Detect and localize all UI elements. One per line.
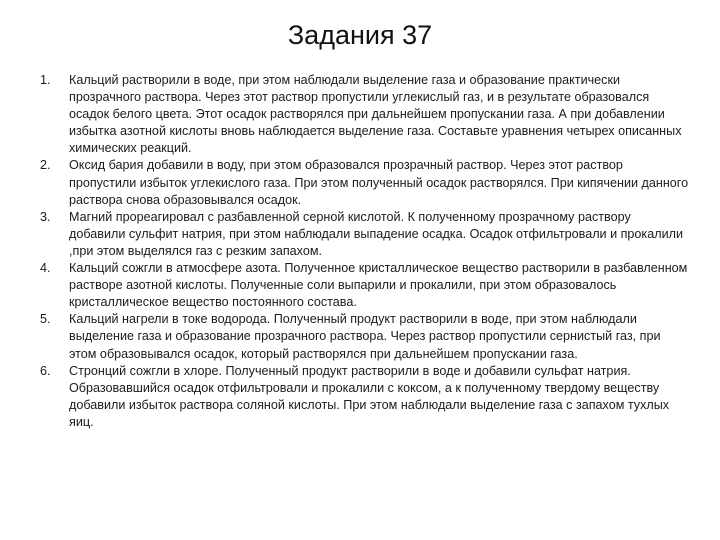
task-number: 6. bbox=[40, 363, 51, 378]
task-text: Стронций сожгли в хлоре. Полученный продукт растворили в воде и добавили сульфат натрия. Образовавшийся осадок отфильтровали и прокалили с коксом, а к полученному твердому веществу добавили избыток раствора соляной кислоты. При этом наблюдали выделение газа с запахом тухлых яиц. bbox=[69, 363, 670, 429]
task-item bbox=[40, 209, 690, 260]
task-text: Кальций нагрели в токе водорода. Полученный продукт растворили в воде, при этом наблюдали выделение газа и образование прозрачного раствора. Через раствор пропустили сернистый газ, при этом образовывался осадок, который растворялся при дальнейшем пропускании газа. bbox=[69, 312, 661, 361]
task-text: Кальций сожгли в атмосфере азота. Полученное кристаллическое вещество растворили в разбавленном растворе азотной кислоты. Полученные соли выпарили и прокалили, при этом образовалось кристаллическое вещество постоянного состава. bbox=[69, 261, 688, 310]
task-text: Кальций растворили в воде, при этом наблюдали выделение газа и образование практически прозрачного раствора. Через этот раствор пропустили углекислый газ, и в результате образовался осадок белого цвета. Этот осадок растворялся при дальнейшем пропускании газа. А при добавлении избытка азотной кислоты вновь наблюдается выделение газа. Составьте уравнения четырех описанных химических реакций. bbox=[69, 73, 682, 156]
task-number: 1. bbox=[40, 73, 51, 87]
task-item bbox=[40, 363, 690, 431]
task-number: 3. bbox=[40, 209, 51, 224]
task-text: Магний прореагировал с разбавленной серной кислотой. К полученному прозрачному раствору добавили сульфит натрия, при этом наблюдали выпадение осадка. Осадок отфильтровали и прокалили ,при этом выделялся газ с резким запахом. bbox=[69, 209, 683, 258]
task-number: 2. bbox=[40, 158, 51, 173]
task-text: Оксид бария добавили в воду, при этом образовался прозрачный раствор. Через этот раствор пропустили избыток углекислого газа. При этом полученный осадок растворялся. При кипячении данного раствора снова образовывался осадок. bbox=[69, 158, 689, 207]
task-number: 5. bbox=[40, 312, 51, 327]
task-item bbox=[40, 311, 690, 362]
task-number: 4. bbox=[40, 261, 51, 276]
task-item bbox=[40, 72, 690, 157]
page-title: Задания 37 bbox=[287, 20, 433, 50]
task-list bbox=[40, 72, 690, 431]
task-item bbox=[40, 157, 690, 208]
task-item bbox=[40, 260, 690, 311]
